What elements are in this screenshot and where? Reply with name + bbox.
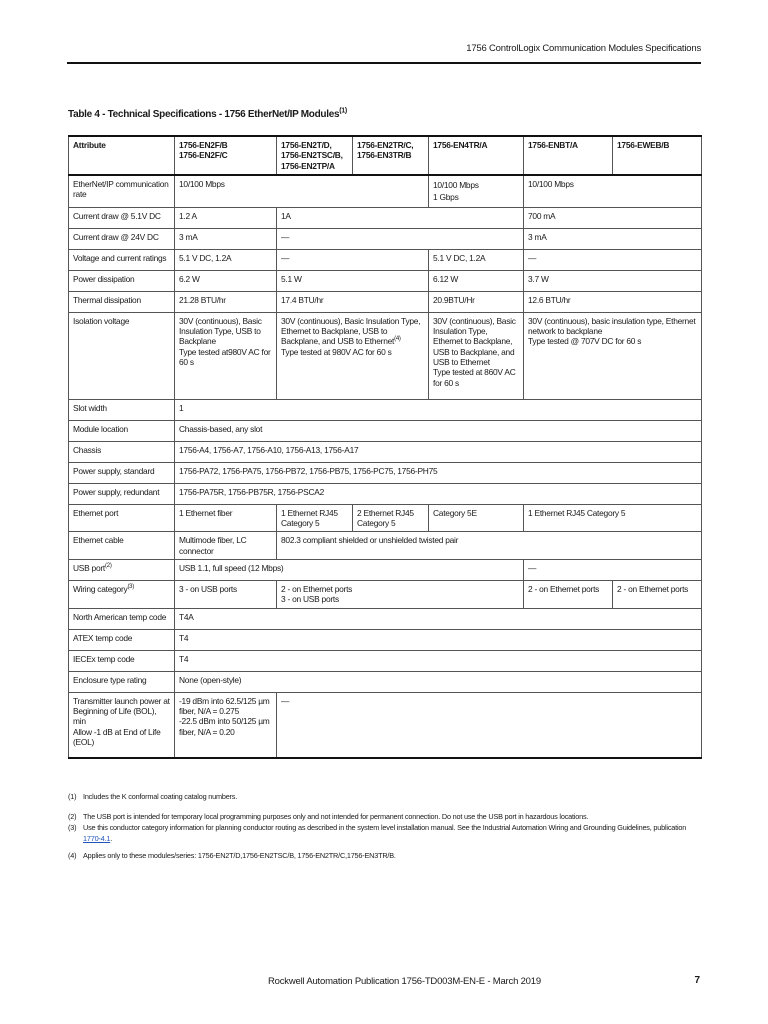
header-rule <box>67 62 701 64</box>
row-label: Ethernet port <box>69 504 175 532</box>
cell-value: Category 5E <box>429 504 524 532</box>
table-row <box>69 420 702 441</box>
table-row <box>69 399 702 420</box>
cell-value: 10/100 Mbps <box>175 175 429 208</box>
table-row <box>69 462 702 483</box>
row-label: Transmitter launch power at Beginning of Life (BOL), min Allow -1 dB at End of Life (EOL) <box>69 692 175 758</box>
cell-value: 5.1 W <box>277 270 429 291</box>
cell-value: 1756-PA75R, 1756-PB75R, 1756-PSCA2 <box>175 483 702 504</box>
cell-value: 30V (continuous), Basic Insulation Type, Ethernet to Backplane, USB to Backplane, and USB to Ethernet$^{(4)}$ Type tested at 980V AC for 60 s <box>277 312 429 399</box>
cell-value: 1756-PA72, 1756-PA75, 1756-PB72, 1756-PB75, 1756-PC75, 1756-PH75 <box>175 462 702 483</box>
cell-value: 10/100 Mbps <box>524 175 702 208</box>
cell-value: — <box>277 692 702 758</box>
footnote: (1) Includes the K conformal coating catalog numbers. <box>68 792 238 801</box>
row-label: Current draw @ 24V DC <box>69 228 175 249</box>
header-en2f: 1756-EN2F/B 1756-EN2F/C <box>175 136 277 175</box>
cell-value: — <box>277 228 524 249</box>
cell-value: T4 <box>175 650 702 671</box>
publication-link[interactable]: 1770-4.1 <box>83 833 111 843</box>
cell-value: 802.3 compliant shielded or unshielded twisted pair <box>277 532 702 560</box>
cell-value: — <box>277 249 429 270</box>
cell-value: 3.7 W <box>524 270 702 291</box>
footnotes <box>68 792 701 867</box>
row-label: Voltage and current ratings <box>69 249 175 270</box>
row-label: IECEx temp code <box>69 650 175 671</box>
table-row <box>69 504 702 532</box>
cell-value: T4A <box>175 608 702 629</box>
table-row <box>69 650 702 671</box>
header-en2tr: 1756-EN2TR/C, 1756-EN3TR/B <box>353 136 429 175</box>
cell-value: 1 Ethernet RJ45 Category 5 <box>277 504 353 532</box>
cell-value: — <box>524 249 702 270</box>
cell-value: 30V (continuous), Basic Insulation Type, Ethernet to Backplane, USB to Backplane, and USB to Ethernet Type tested at 860V AC for 60 s <box>429 312 524 399</box>
cell-value: 2 Ethernet RJ45 Category 5 <box>353 504 429 532</box>
cell-value: 6.2 W <box>175 270 277 291</box>
footnote: (3) Use this conductor category information for planning conductor routing as described in the system level installation manual. See the Industrial Automation Wiring and Grounding Guidelines, publication 1770-4.1. <box>68 823 687 843</box>
cell-value: 700 mA <box>524 207 702 228</box>
table-row <box>69 629 702 650</box>
table-row <box>69 175 702 208</box>
row-label: Wiring category$^{(3)}$ <box>69 581 175 609</box>
table-row <box>69 207 702 228</box>
cell-value: 1 Ethernet fiber <box>175 504 277 532</box>
row-label: Module location <box>69 420 175 441</box>
cell-value: 30V (continuous), basic insulation type, Ethernet network to backplane Type tested @ 707V DC for 60 s <box>524 312 702 399</box>
table-row <box>69 270 702 291</box>
row-label: Power supply, standard <box>69 462 175 483</box>
cell-value: T4 <box>175 629 702 650</box>
cell-value: 10/100 Mbps 1 Gbps <box>429 175 524 208</box>
cell-value: 1 Ethernet RJ45 Category 5 <box>524 504 702 532</box>
running-header: 1756 ControlLogix Communication Modules Specifications <box>466 43 701 54</box>
table-row <box>69 441 702 462</box>
cell-value: 3 mA <box>175 228 277 249</box>
cell-value: 21.28 BTU/hr <box>175 291 277 312</box>
cell-value: 5.1 V DC, 1.2A <box>175 249 277 270</box>
cell-value: 1.2 A <box>175 207 277 228</box>
row-label: ATEX temp code <box>69 629 175 650</box>
cell-value: 30V (continuous), Basic Insulation Type, USB to Backplane Type tested at980V AC for 60 s <box>175 312 277 399</box>
row-label: Enclosure type rating <box>69 671 175 692</box>
cell-value: None (open-style) <box>175 671 702 692</box>
table-row <box>69 608 702 629</box>
specifications-table <box>68 135 702 759</box>
cell-value: 6.12 W <box>429 270 524 291</box>
cell-value: 2 - on Ethernet ports 3 - on USB ports <box>277 581 524 609</box>
cell-value: 3 mA <box>524 228 702 249</box>
header-attribute: Attribute <box>69 136 175 175</box>
footnote: (2) The USB port is intended for temporary local programming purposes only and not intended for permanent connection. Do not use the USB port in hazardous locations. <box>68 811 589 821</box>
cell-value: 20.9BTU/Hr <box>429 291 524 312</box>
table-header-row <box>69 136 702 175</box>
cell-value: Multimode fiber, LC connector <box>175 532 277 560</box>
table-title <box>68 109 347 120</box>
cell-value: 5.1 V DC, 1.2A <box>429 249 524 270</box>
table-title-text: Table 4 - Technical Specifications - 1756 EtherNet/IP Modules <box>68 109 340 120</box>
table-row <box>69 312 702 399</box>
row-label: North American temp code <box>69 608 175 629</box>
table-title-footnote-ref: (1) <box>339 107 347 115</box>
cell-value: 1A <box>277 207 524 228</box>
table-row <box>69 291 702 312</box>
cell-value: 2 - on Ethernet ports <box>524 581 613 609</box>
cell-value: 12.6 BTU/hr <box>524 291 702 312</box>
row-label: Thermal dissipation <box>69 291 175 312</box>
cell-value: USB 1.1, full speed (12 Mbps) <box>175 560 524 581</box>
header-en2t: 1756-EN2T/D, 1756-EN2TSC/B, 1756-EN2TP/A <box>277 136 353 175</box>
table-row <box>69 249 702 270</box>
row-label: Chassis <box>69 441 175 462</box>
row-label: USB port$^{(2)}$ <box>69 560 175 581</box>
cell-value: 1 <box>175 399 702 420</box>
row-label: Isolation voltage <box>69 312 175 399</box>
row-label: Power supply, redundant <box>69 483 175 504</box>
cell-value: — <box>524 560 702 581</box>
table-row <box>69 560 702 581</box>
cell-value: 17.4 BTU/hr <box>277 291 429 312</box>
cell-value: 2 - on Ethernet ports <box>613 581 702 609</box>
row-label: Slot width <box>69 399 175 420</box>
row-label: Current draw @ 5.1V DC <box>69 207 175 228</box>
table-row <box>69 692 702 758</box>
row-label: EtherNet/IP communication rate <box>69 175 175 208</box>
table-row <box>69 671 702 692</box>
table-row <box>69 483 702 504</box>
table-row <box>69 228 702 249</box>
footnote: (4) Applies only to these modules/series: 1756-EN2T/D,1756-EN2TSC/B, 1756-EN2TR/C,1756-EN3TR/B. <box>68 851 396 860</box>
cell-value: Chassis-based, any slot <box>175 420 702 441</box>
publication-footer: Rockwell Automation Publication 1756-TD003M-EN-E - March 2019 <box>268 976 541 987</box>
table-row <box>69 532 702 560</box>
row-label: Power dissipation <box>69 270 175 291</box>
header-enbt: 1756-ENBT/A <box>524 136 613 175</box>
cell-value: 3 - on USB ports <box>175 581 277 609</box>
header-eweb: 1756-EWEB/B <box>613 136 702 175</box>
cell-value: 1756-A4, 1756-A7, 1756-A10, 1756-A13, 1756-A17 <box>175 441 702 462</box>
row-label: Ethernet cable <box>69 532 175 560</box>
cell-value: -19 dBm into 62.5/125 µm fiber, N/A = 0.275 -22.5 dBm into 50/125 µm fiber, N/A = 0.20 <box>175 692 277 758</box>
page-number: 7 <box>694 975 700 986</box>
header-en4tr: 1756-EN4TR/A <box>429 136 524 175</box>
table-row <box>69 581 702 609</box>
